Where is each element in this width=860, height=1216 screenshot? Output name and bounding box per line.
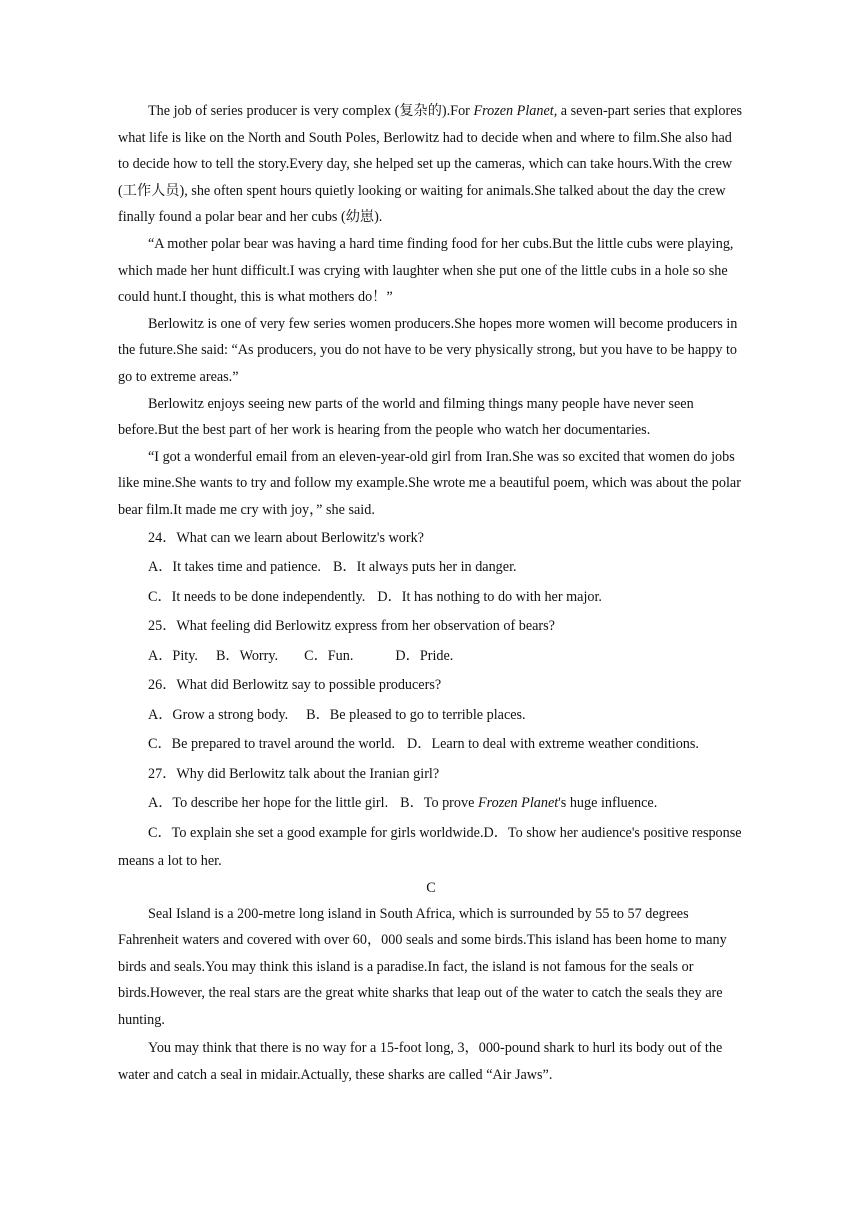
passage-paragraph-5: “I got a wonderful email from an eleven-year-old girl from Iran.She was so excited that women do jobs like mine.She wants to try and follow my example.She wrote me a beautiful poem, which was about the polar bear film.It made me cry with joy，” she said. <box>118 448 741 518</box>
passage-paragraph-4: Berlowitz enjoys seeing new parts of the world and filming things many people have never seen before.But the best part of her work is hearing from the people who watch her documentaries. <box>118 395 694 439</box>
option-b: B．To prove Frozen Planet's huge influence. <box>400 795 658 811</box>
option-d: D．To show her audience's positive response means a lot to her. <box>118 824 742 869</box>
section-heading: C <box>426 879 436 896</box>
series-title: Frozen Planet <box>477 795 559 811</box>
option-c: C．It needs to be done independently. <box>148 588 366 605</box>
question-27-options-row-2 <box>118 819 744 875</box>
option-d: D．Pride. <box>395 647 454 664</box>
section-c-paragraph-2: You may think that there is no way for a 15-foot long, 3，000-pound shark to hurl its body out of the water and catch a seal in midair.Actually, these sharks are called “Air Jaws”. <box>118 1040 723 1084</box>
question-26-options-row-1 <box>118 701 744 731</box>
option-d: D．Learn to deal with extreme weather conditions. <box>407 736 699 752</box>
option-b: B．It always puts her in danger. <box>332 559 517 575</box>
passage-paragraph-2: “A mother polar bear was having a hard time finding food for her cubs.But the little cubs were playing, which made her hunt difficult.I was crying with laughter when she put one of the little cubs in a hole so she could hunt.I thought, this is what mothers do！” <box>118 235 734 306</box>
option-c: C．To explain she set a good example for girls worldwide. <box>148 824 484 841</box>
question-24-options-row-1 <box>118 553 744 583</box>
question-25-options <box>118 642 744 672</box>
option-c: C．Fun. <box>304 647 354 664</box>
question-24-options-row-2 <box>118 583 744 613</box>
question-27-stem: 27．Why did Berlowitz talk about the Iranian girl? <box>148 765 440 782</box>
question-24-stem: 24．What can we learn about Berlowitz's work? <box>148 529 424 546</box>
option-c: C．Be prepared to travel around the world. <box>148 736 396 752</box>
option-b: B．Be pleased to go to terrible places. <box>306 706 526 723</box>
question-26-stem: 26．What did Berlowitz say to possible producers? <box>148 677 442 693</box>
option-a: A．Pity. <box>148 647 198 664</box>
option-a: A．To describe her hope for the little girl. <box>148 795 389 811</box>
series-title: Frozen Planet, <box>473 103 558 119</box>
option-a: A．Grow a strong body. <box>148 706 289 723</box>
question-25-stem: 25．What feeling did Berlowitz express from her observation of bears? <box>148 618 555 634</box>
passage-paragraph-3: Berlowitz is one of very few series women producers.She hopes more women will become producers in the future.She said: “As producers, you do not have to be very physically strong, but you have to be happy to go to extreme areas.” <box>118 315 738 385</box>
option-d: D．It has nothing to do with her major. <box>377 588 602 605</box>
passage-paragraph-1: The job of series producer is very complex (复杂的).For Frozen Planet, a seven-part series that explores what life is like on the North and South Poles, Berlowitz had to decide when and where to film.She also had to decide how to tell the story.Every day, she helped set up the cameras, which can take hours.With the crew (工作人员), she often spent hours quietly looking or waiting for animals.She talked about the day the crew finally found a polar bear and her cubs (幼崽). <box>118 103 743 226</box>
question-26-options-row-2 <box>118 730 744 760</box>
option-b: B．Worry. <box>215 647 279 664</box>
document-page <box>118 98 744 1089</box>
option-a: A．It takes time and patience. <box>148 559 321 575</box>
section-c-paragraph-1: Seal Island is a 200-metre long island in South Africa, which is surrounded by 55 to 57 degrees Fahrenheit waters and covered with over 60，000 seals and some birds.This island has been home to many birds and seals.You may think this island is a paradise.In fact, the island is not famous for the seals or birds.However, the real stars are the great white sharks that leap out of the water to catch the seals they are hunting. <box>118 905 727 1028</box>
question-27-options-row-1 <box>118 789 744 819</box>
